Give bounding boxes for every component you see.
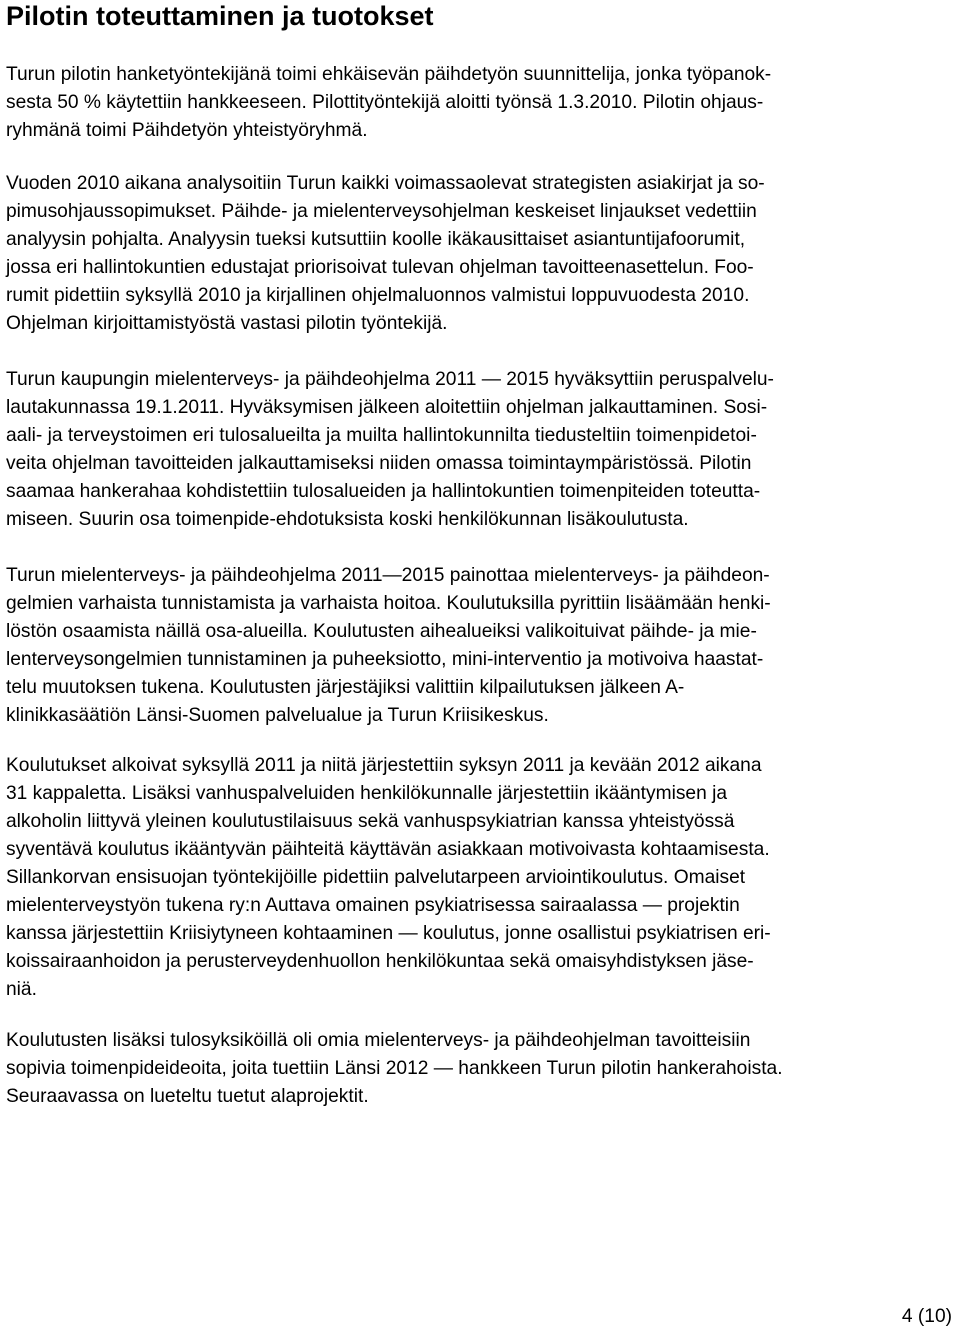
paragraph-6-line-1: Koulutusten lisäksi tulosyksiköillä oli omia mielenterveys- ja päihdeohjelman tavoitteisiin (6, 1030, 751, 1051)
paragraph-3-line-5: saamaa hankerahaa kohdistettiin tulosalueiden ja hallintokuntien toimenpiteiden toteutta- (6, 481, 761, 502)
paragraph-6-line-2: sopivia toimenpideideoita, joita tuettiin Länsi 2012 — hankkeen Turun pilotin hankerahoista. (6, 1058, 783, 1079)
paragraph-5-line-7: kanssa järjestettiin Kriisiytyneen kohtaaminen — koulutus, jonne osallistui psykiatrisen eri- (6, 923, 771, 944)
paragraph-4-line-3: löstön osaamista näillä osa-alueilla. Koulutusten aihealueiksi valikoituivat päihde- ja mie- (6, 621, 757, 642)
paragraph-5-line-8: koissairaanhoidon ja perusterveydenhuollon henkilökuntaa sekä omaisyhdistyksen jäse- (6, 951, 754, 972)
paragraph-6-line-3: Seuraavassa on lueteltu tuetut alaprojektit. (6, 1086, 369, 1107)
paragraph-3-line-1: Turun kaupungin mielenterveys- ja päihdeohjelma 2011 — 2015 hyväksyttiin peruspalvelu- (6, 369, 774, 390)
paragraph-2-line-3: analyysin pohjalta. Analyysin tueksi kutsuttiin koolle ikäkausittaiset asiantuntijafoorumit, (6, 229, 746, 250)
page-number: 4 (10) (901, 1306, 952, 1327)
paragraph-4-line-1: Turun mielenterveys- ja päihdeohjelma 2011—2015 painottaa mielenterveys- ja päihdeon- (6, 565, 770, 586)
paragraph-2-line-4: jossa eri hallintokuntien edustajat priorisoivat tulevan ohjelman tavoitteenasettelun. Foo- (6, 257, 754, 278)
paragraph-2-line-6: Ohjelman kirjoittamistyöstä vastasi pilotin työntekijä. (6, 313, 448, 334)
paragraph-4-line-6: klinikkasäätiön Länsi-Suomen palvelualue ja Turun Kriisikeskus. (6, 705, 549, 726)
paragraph-5-line-6: mielenterveystyön tukena ry:n Auttava omainen psykiatrisessa sairaalassa — projektin (6, 895, 740, 916)
paragraph-4-line-4: lenterveysongelmien tunnistaminen ja puheeksiotto, mini-interventio ja motivoiva haastat- (6, 649, 764, 670)
section-heading: Pilotin toteuttaminen ja tuotokset (6, 1, 434, 31)
paragraph-2-line-2: pimusohjaussopimukset. Päihde- ja mielenterveysohjelman keskeiset linjaukset vedettiin (6, 201, 757, 222)
paragraph-2-line-5: rumit pidettiin syksyllä 2010 ja kirjallinen ohjelmaluonnos valmistui loppuvuodesta 2010. (6, 285, 750, 306)
paragraph-5-line-1: Koulutukset alkoivat syksyllä 2011 ja niitä järjestettiin syksyn 2011 ja kevään 2012 aikana (6, 755, 762, 776)
paragraph-5-line-4: syventävä koulutus ikääntyvän päihteitä käyttävän asiakkaan motivoivasta kohtaamisesta. (6, 839, 770, 860)
paragraph-3-line-6: miseen. Suurin osa toimenpide-ehdotuksista koski henkilökunnan lisäkoulutusta. (6, 509, 689, 530)
paragraph-3-line-2: lautakunnassa 19.1.2011. Hyväksymisen jälkeen aloitettiin ohjelman jalkauttaminen. Sosi- (6, 397, 768, 418)
paragraph-1-line-3: ryhmänä toimi Päihdetyön yhteistyöryhmä. (6, 120, 368, 141)
paragraph-5-line-9: niä. (6, 979, 37, 1000)
paragraph-5-line-2: 31 kappaletta. Lisäksi vanhuspalveluiden henkilökunnalle järjestettiin ikääntymisen ja (6, 783, 728, 804)
paragraph-3-line-3: aali- ja terveystoimen eri tulosalueilta ja muilta hallintokunnilta tiedusteltiin toimenpidetoi- (6, 425, 757, 446)
paragraph-5-line-5: Sillankorvan ensisuojan työntekijöille pidettiin palvelutarpeen arviointikoulutus. Omaiset (6, 867, 746, 888)
paragraph-4-line-2: gelmien varhaista tunnistamista ja varhaista hoitoa. Koulutuksilla pyrittiin lisäämään henki- (6, 593, 771, 614)
paragraph-3-line-4: veita ohjelman tavoitteiden jalkauttamiseksi niiden omassa toimintaympäristössä. Pilotin (6, 453, 752, 474)
paragraph-1-line-1: Turun pilotin hanketyöntekijänä toimi ehkäisevän päihdetyön suunnittelija, jonka työpanok- (6, 64, 772, 85)
paragraph-5-line-3: alkoholin liittyvä yleinen koulutustilaisuus sekä vanhuspsykiatrian kanssa yhteistyössä (6, 811, 735, 832)
paragraph-2-line-1: Vuoden 2010 aikana analysoitiin Turun kaikki voimassaolevat strategisten asiakirjat ja so- (6, 173, 765, 194)
paragraph-4-line-5: telu muutoksen tukena. Koulutusten järjestäjiksi valittiin kilpailutuksen jälkeen A- (6, 677, 685, 698)
paragraph-1-line-2: sesta 50 % käytettiin hankkeeseen. Pilottityöntekijä aloitti työnsä 1.3.2010. Pilotin ohjaus- (6, 92, 764, 113)
